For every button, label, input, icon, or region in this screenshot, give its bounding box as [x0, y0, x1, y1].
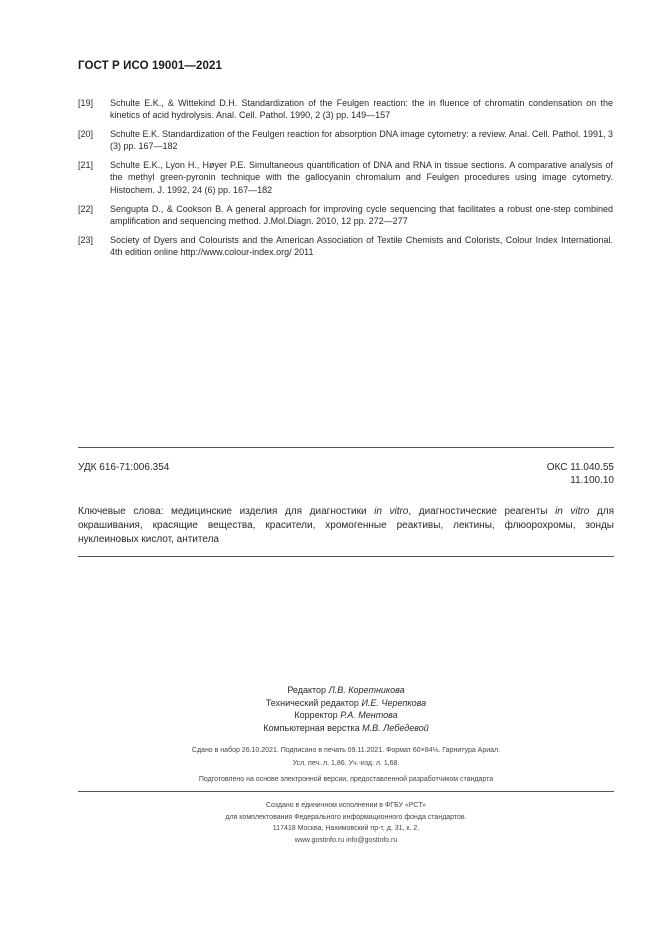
- reference-item: [78, 159, 613, 196]
- reference-item: [78, 97, 613, 122]
- credit-role: Технический редактор: [265, 697, 362, 708]
- divider-bottom: [78, 791, 614, 792]
- imprint-line1: Сдано в набор 26.10.2021. Подписано в печать 09.11.2021. Формат 60×84⅛. Гарнитура Ариал.: [191, 747, 501, 754]
- reference-item: [78, 128, 613, 153]
- credit-line: [78, 722, 614, 735]
- credit-person: М.В. Лебедевой: [362, 722, 429, 733]
- credit-line: [78, 709, 614, 722]
- reference-text: Schulte E.K., Lyon H., Høyer P.E. Simultaneous quantification of DNA and RNA in tissue sections. A comparative analysis of the methyl green-pyronin technique with the gallocyanin chromalum and Feulgen procedures using image cytometry. Histochem. J. 1992, 24 (6) pp. 167—182: [110, 160, 613, 195]
- keywords-italic: in vitro: [555, 506, 590, 517]
- footer-line4: www.gostinfo.ru info@gostinfo.ru: [294, 836, 398, 844]
- reference-item: [78, 234, 613, 259]
- divider-middle: [78, 556, 614, 557]
- print-imprint: [78, 744, 614, 770]
- reference-number: [23]: [78, 234, 94, 245]
- references-list: [78, 97, 613, 265]
- udk-code: УДК 616-71:006.354: [78, 462, 170, 473]
- oks-code-line1: ОКС 11.040.55: [546, 462, 614, 473]
- keywords-text: , диагностические реагенты: [408, 506, 556, 517]
- credit-role: Компьютерная верстка: [263, 722, 363, 733]
- reference-text: Schulte E.K. Standardization of the Feulgen reaction for absorption DNA image cytometry: a review. Anal. Cell. Pathol. 1991, 3 (3) pp. 167—182: [110, 129, 613, 152]
- publisher-footer: [78, 800, 614, 846]
- keywords-text: для окрашивания, красящие вещества, красители, хромогенные реактивы, лектины, флюорохромы, зонды нуклеиновых кислот, антитела: [78, 506, 614, 545]
- imprint-line2: Усл. печ. л. 1,86. Уч.-изд. л. 1,68.: [292, 760, 400, 767]
- credit-person: И.Е. Черепкова: [361, 697, 427, 708]
- reference-text: Sengupta D., & Cookson B. A general approach for improving cycle sequencing that facilitates a robust one-step combined amplification and sequencing method. J.Mol.Diagn. 2010, 12 pp. 272—277: [110, 203, 613, 226]
- keywords-italic: in vitro: [374, 506, 409, 517]
- reference-item: [78, 203, 613, 228]
- editorial-credits: [78, 684, 614, 734]
- keywords-paragraph: [78, 505, 614, 547]
- credit-role: Редактор: [287, 685, 329, 695]
- credit-role: Корректор: [294, 710, 341, 720]
- keywords-text: Ключевые слова: медицинские изделия для диагностики: [78, 506, 375, 517]
- credit-person: Р.А. Ментова: [340, 710, 398, 720]
- footer-line2: для комплектования Федерального информационного фонда стандартов.: [225, 813, 467, 821]
- credit-person: Л.В. Коретникова: [328, 685, 405, 695]
- reference-number: [21]: [78, 160, 94, 171]
- reference-text: Society of Dyers and Colourists and the American Association of Textile Chemists and Colorists, Colour Index International. 4th edition online http://www.colour-index.org/ 2011: [110, 234, 613, 257]
- credit-line: [78, 684, 614, 697]
- footer-line1: Создано в единичном исполнении в ФГБУ «РСТ»: [265, 802, 427, 809]
- reference-number: [19]: [78, 98, 94, 108]
- reference-number: [22]: [78, 203, 94, 214]
- document-header-title: ГОСТ Р ИСО 19001—2021: [78, 60, 223, 72]
- reference-number: [20]: [78, 129, 94, 140]
- prepared-note: Подготовлено на основе электронной версии, предоставленной разработчиком стандарта: [198, 776, 494, 783]
- credit-line: [78, 697, 614, 710]
- divider-top: [78, 447, 614, 448]
- oks-codes: [547, 462, 614, 487]
- footer-line3: 117418 Москва, Нахимовский пр-т, д. 31, к. 2.: [272, 825, 420, 832]
- reference-text: Schulte E.K., & Wittekind D.H. Standardization of the Feulgen reaction: the in fluence of chromatin condensation on the kinetics of acid hydrolysis. Anal. Cell. Pathol. 1990, 2 (3) pp. 149—157: [110, 98, 613, 121]
- oks-code-line2: 11.100.10: [570, 474, 614, 486]
